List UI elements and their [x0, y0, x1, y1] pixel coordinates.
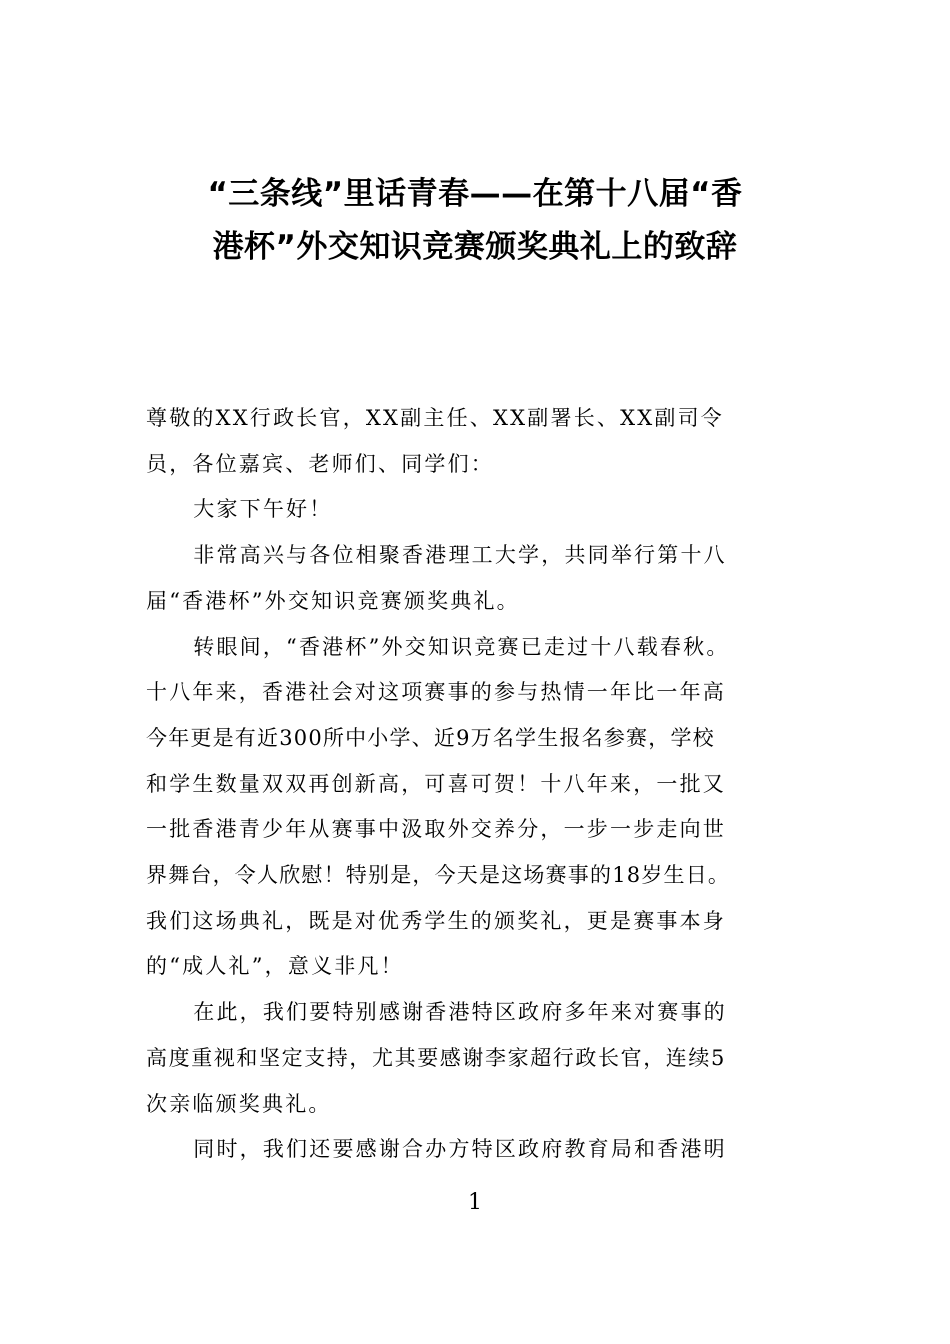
text-line: 在此，我们要特别感谢香港特区政府多年来对赛事的	[193, 1000, 727, 1025]
text-line: 同时，我们还要感谢合办方特区政府教育局和香港明	[193, 1137, 727, 1162]
text-line: 次亲临颁奖典礼。	[146, 1091, 332, 1116]
text-line: 的“成人礼”，意义非凡！	[146, 954, 404, 979]
greeting-paragraph	[146, 487, 806, 533]
body-paragraph	[146, 625, 806, 991]
text-line: 和学生数量双双再创新高，可喜可贺！十八年来，一批又	[146, 771, 726, 796]
title-line: “三条线”里话青春——在第十八届“香	[207, 176, 743, 212]
body-paragraph	[146, 533, 806, 624]
text-line: 尊敬的XX行政长官，XX副主任、XX副署长、XX副司令	[146, 406, 724, 430]
text-line: 高度重视和坚定支持，尤其要感谢李家超行政长官，连续5	[146, 1045, 726, 1070]
body-paragraph	[146, 990, 806, 1127]
body-paragraph	[146, 1127, 806, 1173]
text-line: 届“香港杯”外交知识竞赛颁奖典礼。	[146, 588, 520, 613]
text-line: 非常高兴与各位相聚香港理工大学，共同举行第十八	[193, 543, 727, 568]
document-title	[150, 168, 800, 274]
title-line: 港杯”外交知识竞赛颁奖典礼上的致辞	[212, 229, 738, 265]
text-line: 转眼间，“香港杯”外交知识竞赛已走过十八载春秋。	[193, 634, 730, 659]
text-line: 大家下午好！	[193, 497, 333, 522]
salutation-paragraph	[146, 396, 806, 487]
text-line: 十八年来，香港社会对这项赛事的参与热情一年比一年高	[146, 680, 726, 705]
text-line: 一批香港青少年从赛事中汲取外交养分，一步一步走向世	[146, 817, 726, 842]
text-line: 今年更是有近300所中小学、近9万名学生报名参赛，学校	[146, 725, 715, 750]
page-number: 1	[468, 1190, 482, 1215]
document-body	[146, 396, 806, 1173]
text-line: 员，各位嘉宾、老师们、同学们：	[146, 451, 494, 476]
text-line: 界舞台，令人欣慰！特别是，今天是这场赛事的18岁生日。	[146, 863, 731, 888]
text-line: 我们这场典礼，既是对优秀学生的颁奖礼，更是赛事本身	[146, 908, 726, 933]
